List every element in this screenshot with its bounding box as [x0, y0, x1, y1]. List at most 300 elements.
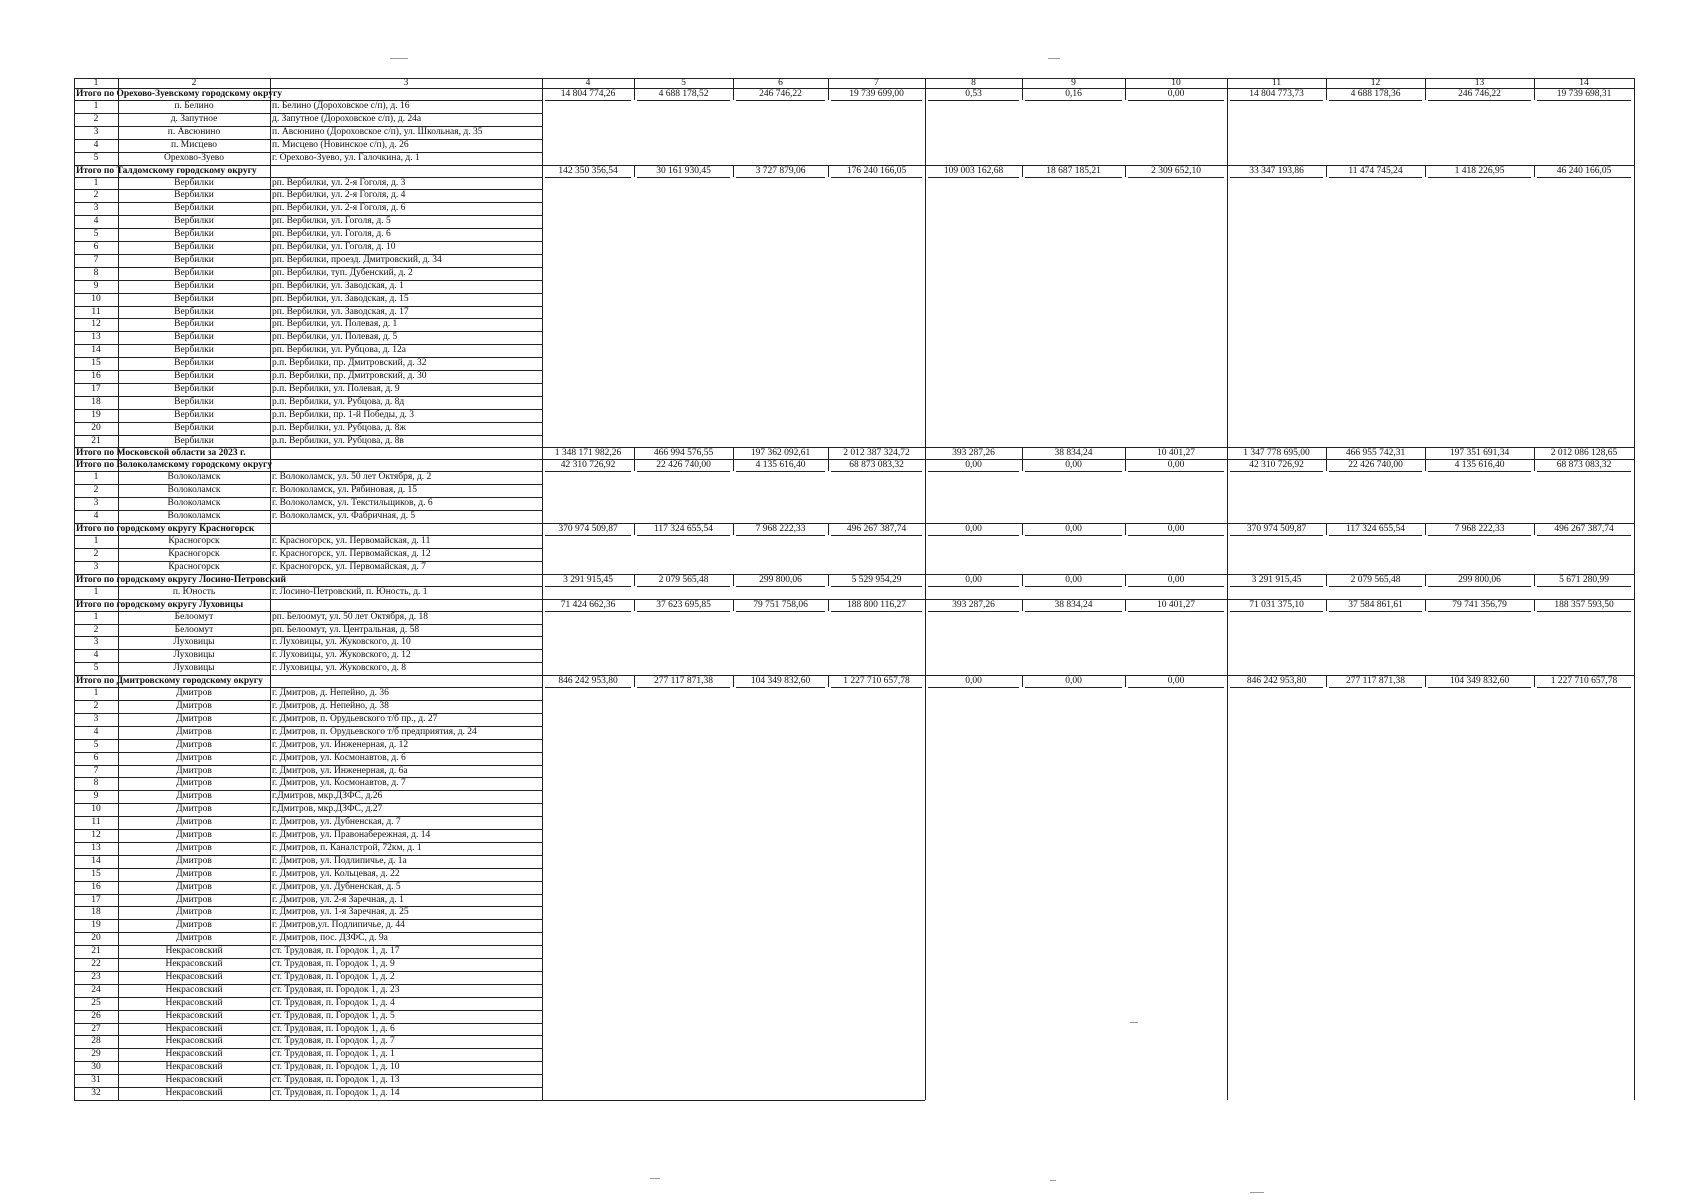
settlement-name: Некрасовский — [165, 997, 223, 1008]
header-column-rule — [1022, 78, 1023, 88]
group-total-label: Итого по Орехово-Зуевскому городскому округу — [76, 89, 283, 99]
total-value: 46 240 166,05 — [1556, 165, 1612, 176]
value-underline — [1329, 535, 1422, 536]
settlement-name: Некрасовский — [165, 1075, 223, 1086]
settlement-name: Вербилки — [174, 306, 214, 317]
value-underline — [545, 586, 631, 587]
total-value: 18 687 185,21 — [1046, 165, 1101, 176]
row-number: 14 — [91, 345, 101, 356]
row-number: 20 — [91, 933, 101, 944]
total-value: 38 834,24 — [1054, 599, 1093, 610]
total-value: 30 161 930,45 — [656, 165, 711, 176]
group-total-label: Итого по городскому округу Красногорск — [76, 524, 255, 534]
settlement-name: п. Юность — [172, 586, 216, 597]
total-value: 2 012 086 128,65 — [1550, 448, 1618, 459]
total-value: 3 727 879,06 — [755, 165, 806, 176]
settlement-name: Некрасовский — [165, 959, 223, 969]
settlement-name: Красногорск — [168, 536, 220, 546]
address: р.п. Вербилки, ул. Рубцова, д. 8ж — [272, 422, 406, 433]
total-value: 11 474 745,24 — [1348, 165, 1403, 176]
settlement-name: Вербилки — [174, 190, 214, 201]
value-underline — [1428, 100, 1531, 101]
row-number: 3 — [93, 498, 99, 509]
total-value: 5 671 280,99 — [1559, 574, 1609, 585]
value-underline — [637, 100, 730, 101]
row-number: 4 — [93, 726, 99, 737]
settlement-name: Вербилки — [174, 396, 214, 407]
total-value: 7 968 222,33 — [755, 524, 806, 534]
row-number: 9 — [93, 280, 99, 291]
value-underline — [831, 586, 922, 587]
scan-speck — [390, 58, 408, 59]
address: р.п. Вербилки, ул. Полевая, д. 9 — [272, 383, 400, 394]
row-number: 4 — [93, 216, 99, 227]
address: г. Дмитров, д. Непейно, д. 38 — [272, 701, 389, 711]
value-underline — [831, 611, 922, 612]
value-underline — [1428, 687, 1531, 688]
value-underline — [545, 611, 631, 612]
settlement-name: Орехово-Зуево — [164, 152, 224, 163]
value-underline — [1025, 471, 1122, 472]
column-number: 2 — [191, 78, 197, 88]
total-value: 3 291 915,45 — [563, 574, 613, 585]
header-column-rule — [1425, 78, 1426, 88]
value-underline — [1537, 586, 1631, 587]
value-underline — [1329, 471, 1422, 472]
row-number: 2 — [93, 190, 99, 201]
address: г. Орехово-Зуево, ул. Галочкина, д. 1 — [272, 152, 420, 163]
value-underline — [928, 535, 1019, 536]
value-underline — [1428, 535, 1531, 536]
total-value: 104 349 832,60 — [750, 676, 811, 687]
address: г. Дмитров, ул. Дубненская, д. 5 — [272, 881, 401, 892]
row-number: 10 — [91, 804, 101, 815]
settlement-name: Белоомут — [174, 624, 214, 635]
settlement-name: Дмитров — [176, 701, 212, 711]
address: рп. Вербилки, ул. Заводская, д. 1 — [272, 280, 404, 291]
value-underline — [928, 100, 1019, 101]
group-bottom-rule — [542, 1100, 925, 1101]
total-value: 3 291 915,45 — [1251, 574, 1302, 585]
row-number: 6 — [93, 242, 99, 252]
row-number: 32 — [91, 1088, 101, 1098]
address: п. Мисцево (Новинское с/п), д. 26 — [272, 139, 409, 150]
row-number: 3 — [93, 561, 99, 572]
value-underline — [928, 586, 1019, 587]
row-number: 10 — [91, 293, 101, 304]
column-rule — [542, 78, 543, 1100]
total-value: 0,00 — [965, 676, 982, 687]
value-underline — [1537, 687, 1631, 688]
value-underline — [637, 535, 730, 536]
address: ст. Трудовая, п. Городок 1, д. 9 — [272, 959, 395, 969]
settlement-name: Вербилки — [174, 332, 214, 343]
address: рп. Вербилки, проезд. Дмитровский, д. 34 — [272, 254, 442, 265]
row-number: 31 — [91, 1075, 101, 1086]
total-value: 142 350 356,54 — [558, 165, 618, 176]
settlement-name: Некрасовский — [165, 1062, 223, 1073]
settlement-name: Дмитров — [176, 920, 212, 931]
value-underline — [736, 687, 825, 688]
total-value: 846 242 953,80 — [1246, 676, 1307, 687]
settlement-name: Вербилки — [174, 216, 214, 227]
total-value: 71 424 662,36 — [560, 599, 616, 610]
row-number: 8 — [93, 267, 99, 278]
row-number: 29 — [91, 1049, 101, 1060]
total-value: 7 968 222,33 — [1454, 524, 1505, 534]
settlement-name: д. Запутное — [170, 113, 218, 124]
row-number: 27 — [91, 1023, 101, 1034]
settlement-name: Дмитров — [176, 804, 212, 815]
total-value: 299 800,06 — [759, 574, 802, 585]
row-number: 2 — [93, 548, 99, 559]
header-column-rule — [733, 78, 734, 88]
settlement-name: Вербилки — [174, 267, 214, 278]
row-number: 3 — [93, 637, 99, 648]
address: г. Дмитров, п. Орудьевского т/б предприятия, д. 24 — [272, 726, 477, 737]
address: г. Дмитров, ул. Инженерная, д. 6а — [272, 765, 408, 776]
total-value: 79 751 758,06 — [753, 599, 808, 610]
address: г. Волоколамск, ул. Фабричная, д. 5 — [272, 511, 416, 522]
settlement-name: Дмитров — [176, 752, 212, 763]
value-underline — [1329, 100, 1422, 101]
column-number: 7 — [874, 78, 879, 88]
value-underline — [928, 177, 1019, 178]
row-number: 4 — [93, 139, 99, 150]
total-value: 1 347 778 695,00 — [1243, 448, 1310, 459]
settlement-name: Дмитров — [176, 933, 212, 944]
address: р.п. Вербилки, пр. 1-й Победы, д. 3 — [272, 409, 415, 420]
settlement-name: Дмитров — [176, 739, 212, 750]
settlement-name: Волоколамск — [167, 485, 221, 496]
total-value: 2 079 565,48 — [1350, 574, 1401, 585]
row-number: 5 — [93, 663, 99, 674]
value-underline — [831, 177, 922, 178]
address: ст. Трудовая, п. Городок 1, д. 13 — [272, 1075, 400, 1086]
total-value: 2 012 387 324,72 — [843, 448, 910, 459]
settlement-name: Некрасовский — [165, 984, 223, 995]
row-number: 21 — [91, 435, 101, 446]
address: рп. Вербилки, ул. Полевая, д. 1 — [272, 319, 398, 330]
total-value: 2 309 652,10 — [1151, 165, 1201, 176]
column-number: 3 — [403, 78, 409, 88]
header-column-rule — [1326, 78, 1327, 88]
value-underline — [1128, 611, 1224, 612]
total-value: 1 418 226,95 — [1454, 165, 1505, 176]
address: г. Дмитров, д. Непейно, д. 36 — [272, 688, 389, 699]
total-value: 466 994 576,55 — [653, 448, 714, 459]
row-number: 3 — [93, 713, 99, 724]
value-underline — [1128, 471, 1224, 472]
total-value: 0,00 — [965, 524, 982, 534]
settlement-name: Вербилки — [174, 254, 214, 265]
settlement-name: Луховицы — [173, 650, 215, 661]
total-value: 0,00 — [965, 574, 982, 585]
row-number: 18 — [91, 396, 101, 407]
total-value: 393 287,26 — [952, 448, 995, 459]
settlement-name: Некрасовский — [165, 1010, 223, 1021]
settlement-name: Дмитров — [176, 817, 212, 828]
value-underline — [1025, 586, 1122, 587]
settlement-name: Вербилки — [174, 435, 214, 446]
row-number: 9 — [93, 791, 99, 802]
address: ст. Трудовая, п. Городок 1, д. 17 — [272, 946, 400, 957]
address: рп. Вербилки, ул. Гоголя, д. 5 — [272, 216, 391, 227]
value-underline — [736, 471, 825, 472]
address: г. Красногорск, ул. Первомайская, д. 11 — [272, 536, 431, 546]
group-rule — [1634, 78, 1635, 1100]
value-underline — [831, 535, 922, 536]
total-value: 71 031 375,10 — [1249, 599, 1304, 610]
settlement-name: Дмитров — [176, 791, 212, 802]
address: г. Дмитров, ул. Космонавтов, д. 7 — [272, 778, 406, 789]
total-value: 188 800 116,27 — [846, 599, 907, 610]
address: п. Белино (Дороховское с/п), д. 16 — [272, 101, 410, 111]
total-value: 0,53 — [965, 89, 982, 99]
value-underline — [637, 687, 730, 688]
settlement-name: Вербилки — [174, 280, 214, 291]
address: рп. Вербилки, ул. Полевая, д. 5 — [272, 332, 398, 343]
row-number: 8 — [93, 778, 99, 789]
value-underline — [1428, 611, 1531, 612]
row-number: 30 — [91, 1062, 101, 1073]
column-number: 8 — [971, 78, 976, 88]
total-value: 1 227 710 657,78 — [843, 676, 910, 687]
column-number: 5 — [681, 78, 686, 88]
settlement-name: Дмитров — [176, 907, 212, 918]
value-underline — [545, 177, 631, 178]
address: г. Дмитров, п. Каналстрой, 72км, д. 1 — [272, 842, 422, 853]
row-number: 18 — [91, 907, 101, 918]
total-value: 4 135 616,40 — [755, 460, 806, 471]
total-value: 0,00 — [1167, 524, 1185, 534]
total-value: 496 267 387,74 — [846, 524, 907, 534]
settlement-name: Дмитров — [176, 688, 212, 699]
settlement-name: Некрасовский — [165, 1049, 223, 1060]
row-number: 16 — [91, 371, 101, 381]
settlement-name: Вербилки — [174, 293, 214, 304]
total-value: 846 242 953,80 — [558, 676, 618, 687]
header-column-rule — [634, 78, 635, 88]
value-underline — [637, 471, 730, 472]
value-underline — [736, 177, 825, 178]
settlement-name: Вербилки — [174, 345, 214, 356]
row-number: 5 — [93, 739, 99, 750]
value-underline — [1025, 100, 1122, 101]
address: г. Дмитров, ул. Космонавтов, д. 6 — [272, 752, 406, 763]
scan-speck — [1250, 1192, 1264, 1193]
row-number: 13 — [91, 842, 101, 853]
address: ст. Трудовая, п. Городок 1, д. 7 — [272, 1036, 395, 1047]
row-number: 19 — [91, 409, 101, 420]
value-underline — [1025, 611, 1122, 612]
row-number: 4 — [93, 650, 99, 661]
address: рп. Вербилки, ул. Заводская, д. 15 — [272, 293, 409, 304]
row-number: 12 — [91, 830, 101, 840]
row-number: 1 — [93, 586, 99, 597]
row-number: 7 — [93, 254, 99, 265]
address: г. Дмитров, ул. Кольцевая, д. 22 — [272, 868, 400, 879]
column-number: 13 — [1474, 78, 1485, 88]
settlement-name: Дмитров — [176, 778, 212, 789]
row-number: 20 — [91, 422, 101, 433]
row-number: 11 — [91, 306, 101, 317]
address: г. Дмитров, ул. Инженерная, д. 12 — [272, 739, 409, 750]
address: рп. Вербилки, ул. Рубцова, д. 12а — [272, 345, 407, 356]
total-value: 246 746,22 — [759, 89, 802, 99]
total-value: 4 135 616,40 — [1454, 460, 1505, 471]
row-number: 16 — [91, 881, 101, 892]
total-value: 197 362 092,61 — [750, 448, 811, 459]
total-value: 68 873 083,32 — [1556, 460, 1612, 471]
total-value: 38 834,24 — [1054, 448, 1093, 459]
value-underline — [1128, 586, 1224, 587]
address: г. Луховицы, ул. Жуковского, д. 10 — [272, 637, 411, 648]
value-underline — [1230, 687, 1323, 688]
settlement-name: п. Мисцево — [170, 139, 218, 150]
settlement-name: Вербилки — [174, 422, 214, 433]
value-underline — [928, 471, 1019, 472]
total-value: 4 688 178,36 — [1350, 89, 1401, 99]
total-value: 2 079 565,48 — [658, 574, 709, 585]
value-underline — [545, 471, 631, 472]
address: рп. Вербилки, туп. Дубенский, д. 2 — [272, 267, 413, 278]
row-number: 5 — [93, 152, 99, 163]
column-number: 10 — [1171, 78, 1181, 88]
total-value: 0,00 — [1065, 460, 1082, 471]
row-number: 2 — [93, 113, 99, 124]
address: рп. Вербилки, ул. 2-я Гоголя, д. 4 — [272, 190, 406, 201]
column-number: 4 — [585, 78, 591, 88]
group-total-label: Итого по городскому округу Лосино-Петровский — [76, 574, 286, 585]
settlement-name: Некрасовский — [165, 946, 223, 957]
address: г. Волоколамск, ул. Текстильщиков, д. 6 — [272, 498, 433, 509]
header-column-rule — [1125, 78, 1126, 88]
address: р.п. Вербилки, ул. Рубцова, д. 8в — [272, 435, 404, 446]
row-number: 25 — [91, 997, 101, 1008]
settlement-name: Дмитров — [176, 894, 212, 905]
settlement-name: Вербилки — [174, 229, 214, 240]
value-underline — [545, 100, 631, 101]
settlement-name: Волоколамск — [167, 472, 221, 483]
row-number: 19 — [91, 920, 101, 931]
value-underline — [1537, 100, 1631, 101]
address: г. Дмитров, ул. 1-я Заречная, д. 25 — [272, 907, 409, 918]
value-underline — [831, 471, 922, 472]
total-value: 0,00 — [1065, 574, 1082, 585]
address: рп. Вербилки, ул. 2-я Гоголя, д. 6 — [272, 203, 406, 214]
column-number: 12 — [1370, 78, 1381, 88]
settlement-name: Вербилки — [174, 358, 214, 369]
row-number: 17 — [91, 894, 101, 905]
row-number: 1 — [93, 101, 99, 111]
total-value: 22 426 740,00 — [1348, 460, 1403, 471]
settlement-name: Луховицы — [173, 637, 215, 648]
total-value: 0,00 — [1167, 676, 1185, 687]
settlement-name: Некрасовский — [165, 1023, 223, 1034]
total-value: 42 310 726,92 — [1249, 460, 1304, 471]
address: рп. Вербилки, ул. Гоголя, д. 6 — [272, 229, 391, 240]
scan-speck — [650, 1178, 660, 1179]
total-value: 109 003 162,68 — [943, 165, 1004, 176]
value-underline — [1329, 687, 1422, 688]
group-total-label: Итого по Московской области за 2023 г. — [76, 448, 246, 459]
settlement-name: Дмитров — [176, 713, 212, 724]
scan-speck — [1048, 58, 1060, 59]
row-number: 14 — [91, 855, 101, 866]
value-underline — [1329, 177, 1422, 178]
row-number: 2 — [93, 485, 99, 496]
settlement-name: Вербилки — [174, 319, 214, 330]
settlement-name: Волоколамск — [167, 511, 221, 522]
column-number: 11 — [1271, 78, 1282, 88]
value-underline — [1230, 177, 1323, 178]
value-underline — [1537, 177, 1631, 178]
total-value: 22 426 740,00 — [656, 460, 711, 471]
row-number: 1 — [93, 177, 99, 188]
value-underline — [1230, 535, 1323, 536]
address: ст. Трудовая, п. Городок 1, д. 1 — [272, 1049, 395, 1060]
row-number: 2 — [93, 701, 99, 711]
value-underline — [736, 535, 825, 536]
total-value: 466 955 742,31 — [1345, 448, 1406, 459]
total-value: 19 739 698,31 — [1556, 89, 1612, 99]
address: г. Луховицы, ул. Жуковского, д. 12 — [272, 650, 411, 661]
settlement-name: Вербилки — [174, 371, 214, 381]
value-underline — [637, 177, 730, 178]
total-value: 10 401,27 — [1157, 599, 1195, 610]
settlement-name: Красногорск — [168, 561, 220, 572]
settlement-name: Дмитров — [176, 842, 212, 853]
settlement-name: п. Белино — [174, 101, 214, 111]
column-number: 9 — [1071, 78, 1076, 88]
value-underline — [1230, 100, 1323, 101]
total-value: 33 347 193,86 — [1249, 165, 1304, 176]
address: г. Лосино-Петровский, п. Юность, д. 1 — [272, 586, 428, 597]
group-total-label: Итого по Дмитровскому городскому округу — [76, 676, 263, 687]
row-number: 28 — [91, 1036, 101, 1047]
value-underline — [928, 687, 1019, 688]
total-value: 14 804 773,73 — [1249, 89, 1304, 99]
total-value: 188 357 593,50 — [1554, 599, 1614, 610]
row-number: 12 — [91, 319, 101, 330]
row-number: 6 — [93, 752, 99, 763]
total-value: 37 584 861,61 — [1348, 599, 1403, 610]
total-value: 42 310 726,92 — [560, 460, 616, 471]
scan-speck — [1050, 1180, 1056, 1181]
total-value: 0,00 — [1167, 460, 1185, 471]
address: ст. Трудовая, п. Городок 1, д. 23 — [272, 984, 400, 995]
row-number: 22 — [91, 959, 101, 969]
row-number: 11 — [91, 817, 101, 828]
address: ст. Трудовая, п. Городок 1, д. 4 — [272, 997, 395, 1008]
value-underline — [637, 611, 730, 612]
total-value: 104 349 832,60 — [1449, 676, 1510, 687]
total-value: 0,16 — [1065, 89, 1082, 99]
value-underline — [637, 586, 730, 587]
settlement-name: Вербилки — [174, 409, 214, 420]
address: г. Дмитров, ул. 2-я Заречная, д. 1 — [272, 894, 404, 905]
row-number: 1 — [93, 472, 99, 483]
total-value: 117 324 655,54 — [1345, 524, 1406, 534]
settlement-name: Вербилки — [174, 177, 214, 188]
value-underline — [1128, 535, 1224, 536]
value-underline — [1025, 687, 1122, 688]
group-total-label: Итого по Волоколамскому городскому округу — [76, 460, 273, 471]
address: д. Запутное (Дороховское с/п), д. 24а — [272, 113, 422, 124]
settlement-name: Некрасовский — [165, 1036, 223, 1047]
total-value: 0,00 — [1065, 676, 1082, 687]
